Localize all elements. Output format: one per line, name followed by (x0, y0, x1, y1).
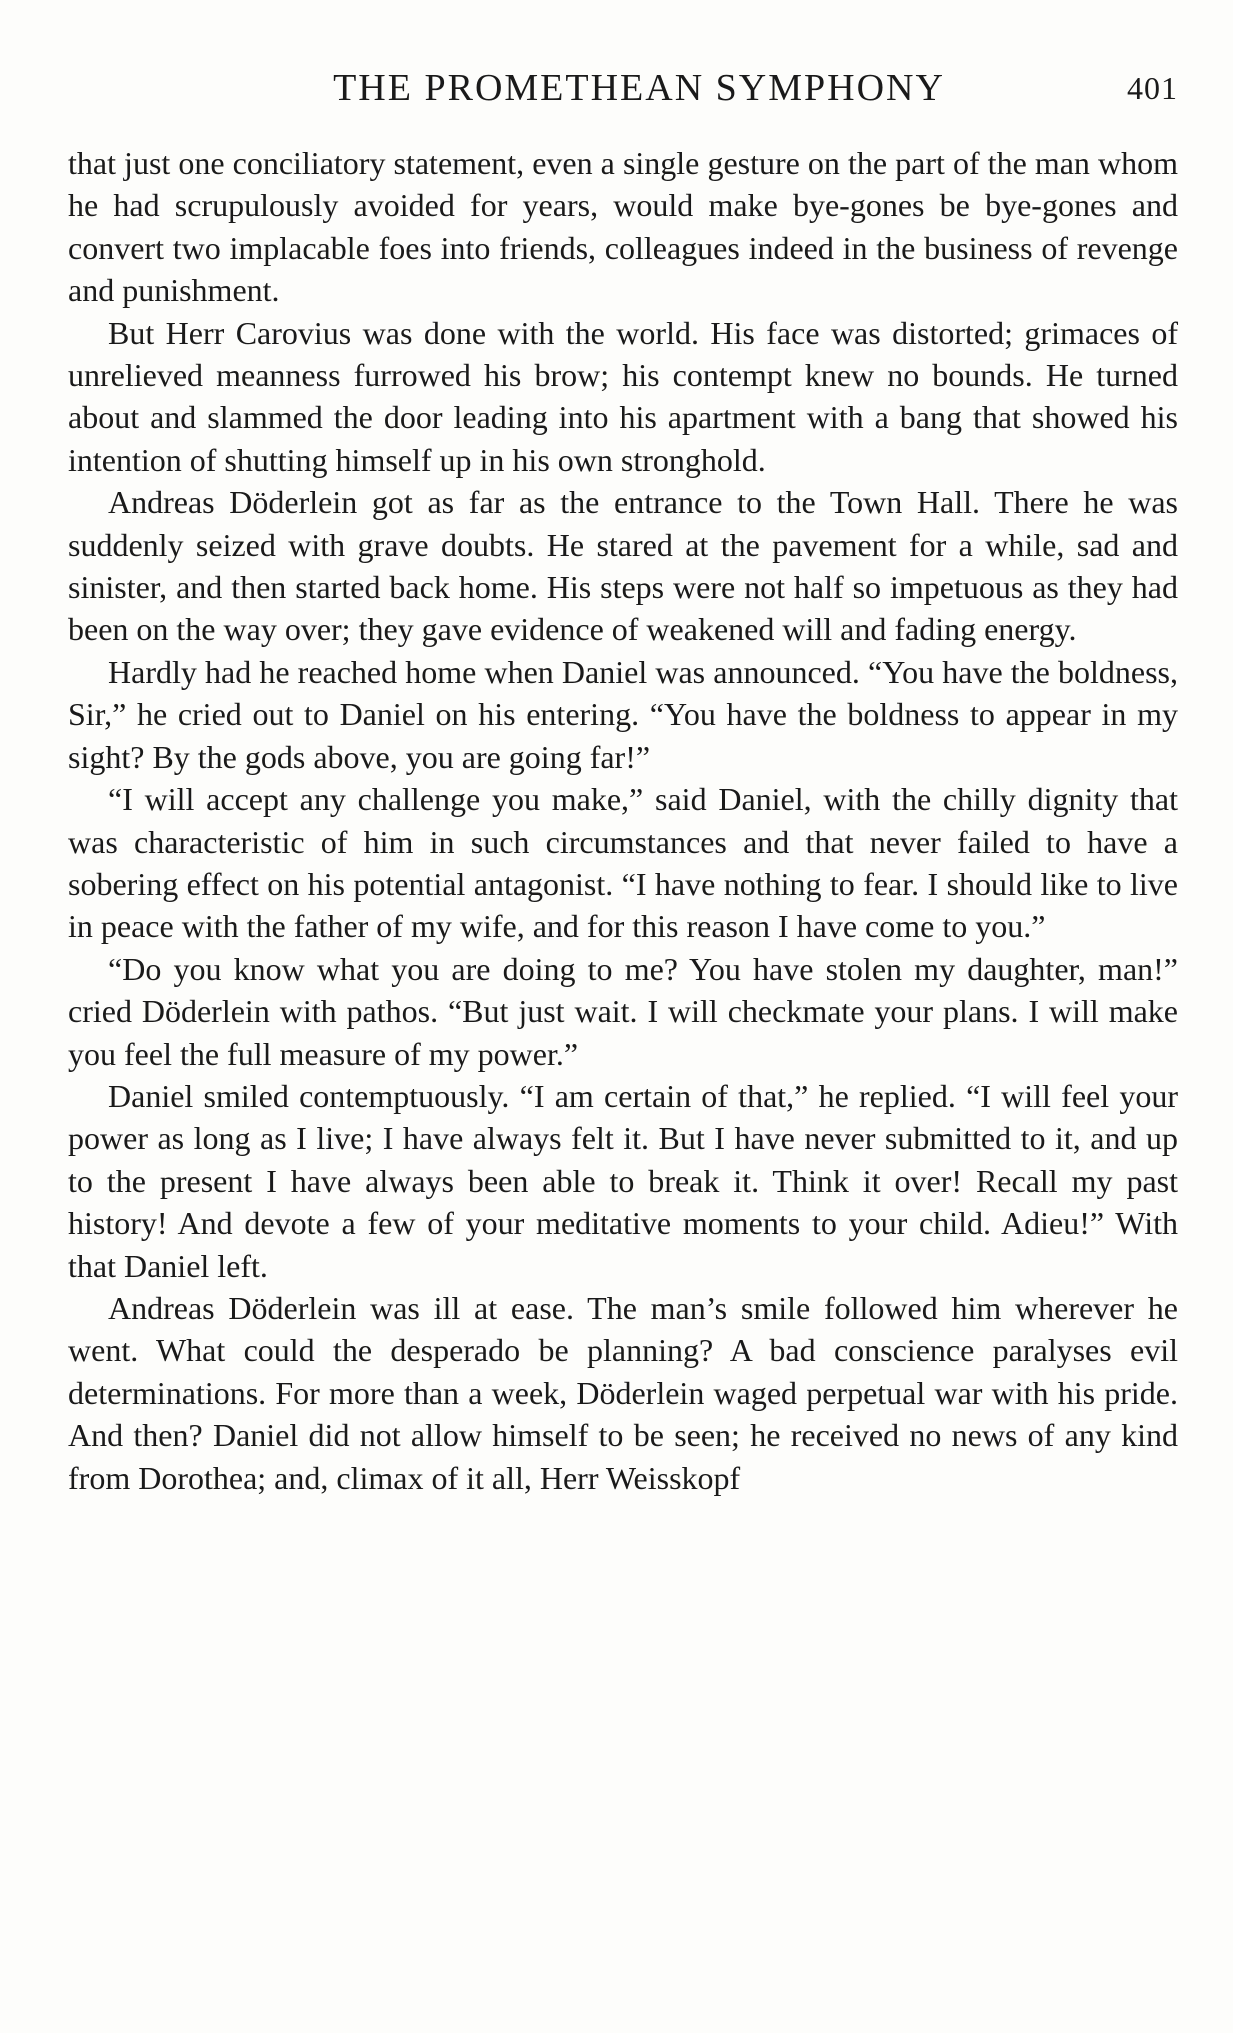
running-head (70, 62, 1178, 114)
paragraph: “Do you know what you are doing to me? You have stolen my daughter, man!” cried Döderlein with pathos. “But just wait. I will checkmate your plans. I will make you feel the full measure of my power.” (68, 950, 1178, 1072)
paragraph-continued: that just one conciliatory statement, even a single gesture on the part of the man whom he had scrupulously avoided for years, would make bye-gones be bye-gones and convert two implacable foes into friends, colleagues indeed in the business of revenge and punishment. (68, 145, 1178, 309)
page-number: 401 (1127, 70, 1178, 106)
paragraph: But Herr Carovius was done with the world. His face was distorted; grimaces of unrelieved meanness furrowed his brow; his contempt knew no bounds. He turned about and slammed the door leading into his apartment with a bang that showed his intention of shutting himself up in his own stronghold. (68, 314, 1178, 478)
paragraph: “I will accept any challenge you make,” said Daniel, with the chilly dignity that was characteristic of him in such circumstances and that never failed to have a sobering effect on his potential antagonist. “I have nothing to fear. I should like to live in peace with the father of my wife, and for this reason I have come to you.” (68, 781, 1178, 945)
body-text (68, 142, 1178, 1499)
running-title: THE PROMETHEAN SYMPHONY (333, 67, 945, 109)
paragraph: Andreas Döderlein was ill at ease. The man’s smile followed him wherever he went. What could the desperado be planning? A bad conscience paralyses evil determinations. For more than a week, Döderlein waged perpetual war with his pride. And then? Daniel did not allow himself to be seen; he received no news of any kind from Dorothea; and, climax of it all, Herr Weisskopf (68, 1289, 1178, 1496)
paragraph: Hardly had he reached home when Daniel was announced. “You have the boldness, Sir,” he cried out to Daniel on his entering. “You have the boldness to appear in my sight? By the gods above, you are going far!” (68, 653, 1178, 775)
paragraph: Andreas Döderlein got as far as the entrance to the Town Hall. There he was suddenly seized with grave doubts. He stared at the pavement for a while, sad and sinister, and then started back home. His steps were not half so impetuous as they had been on the way over; they gave evidence of weakened will and fading energy. (68, 484, 1178, 648)
paragraph: Daniel smiled contemptuously. “I am certain of that,” he replied. “I will feel your power as long as I live; I have always felt it. But I have never submitted to it, and up to the present I have always been able to break it. Think it over! Recall my past history! And devote a few of your meditative moments to your child. Adieu!” With that Daniel left. (68, 1077, 1178, 1284)
